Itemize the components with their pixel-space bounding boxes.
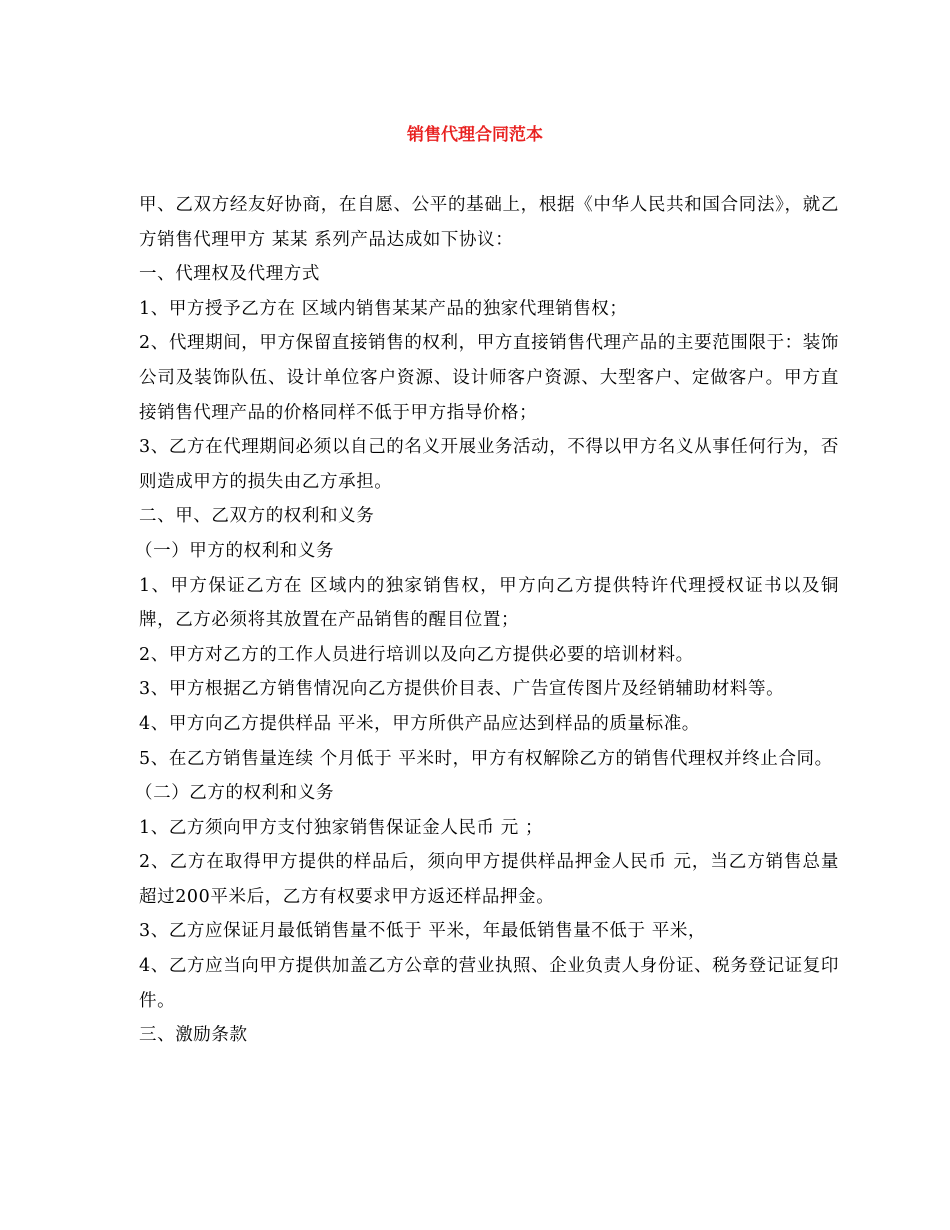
clause-2b-1: 1、乙方须向甲方支付独家销售保证金人民币 元 ；	[139, 817, 544, 838]
preamble-paragraph: 甲、乙双方经友好协商，在自愿、公平的基础上，根据《中华人民共和国合同法》，就乙方销售代理甲方 某某 系列产品达成如下协议：	[139, 195, 839, 250]
subsection-heading-a: （一）甲方的权利和义务	[135, 540, 335, 561]
clause-1-1: 1、甲方授予乙方在 区域内销售某某产品的独家代理销售权；	[139, 298, 628, 319]
clause-1-3: 3、乙方在代理期间必须以自己的名义开展业务活动，不得以甲方名义从事任何行为，否则造成甲方的损失由乙方承担。	[139, 437, 839, 492]
clause-2a-4: 4、甲方向乙方提供样品 平米，甲方所供产品应达到样品的质量标准。	[139, 713, 700, 734]
clause-2b-3: 3、乙方应保证月最低销售量不低于 平米，年最低销售量不低于 平米，	[139, 921, 707, 942]
document-title: 销售代理合同范本	[407, 125, 543, 145]
clause-2a-5: 5、在乙方销售量连续 个月低于 平米时，甲方有权解除乙方的销售代理权并终止合同。	[139, 748, 833, 769]
clause-2b-4: 4、乙方应当向甲方提供加盖乙方公章的营业执照、企业负责人身份证、税务登记证复印件。	[139, 956, 839, 1011]
clause-2a-1: 1、甲方保证乙方在 区域内的独家销售权，甲方向乙方提供特许代理授权证书以及铜牌，乙方必须将其放置在产品销售的醒目位置；	[139, 575, 839, 631]
section-heading-1: 一、代理权及代理方式	[139, 264, 320, 285]
clause-2b-2: 2、乙方在取得甲方提供的样品后，须向甲方提供样品押金人民币 元，当乙方销售总量超过200平米后，乙方有权要求甲方返还样品押金。	[139, 852, 839, 907]
clause-2a-3: 3、甲方根据乙方销售情况向乙方提供价目表、广告宣传图片及经销辅助材料等。	[139, 679, 785, 700]
clause-2a-2: 2、甲方对乙方的工作人员进行培训以及向乙方提供必要的培训材料。	[139, 644, 694, 665]
document-body	[135, 188, 839, 1053]
section-heading-2: 二、甲、乙双方的权利和义务	[139, 506, 375, 527]
clause-1-2: 2、代理期间，甲方保留直接销售的权利，甲方直接销售代理产品的主要范围限于：装饰公司及装饰队伍、设计单位客户资源、设计师客户资源、大型客户、定做客户。甲方直接销售代理产品的价格同样不低于甲方指导价格；	[139, 333, 839, 423]
section-heading-3: 三、激励条款	[139, 1025, 248, 1046]
subsection-heading-b: （二）乙方的权利和义务	[135, 783, 335, 804]
